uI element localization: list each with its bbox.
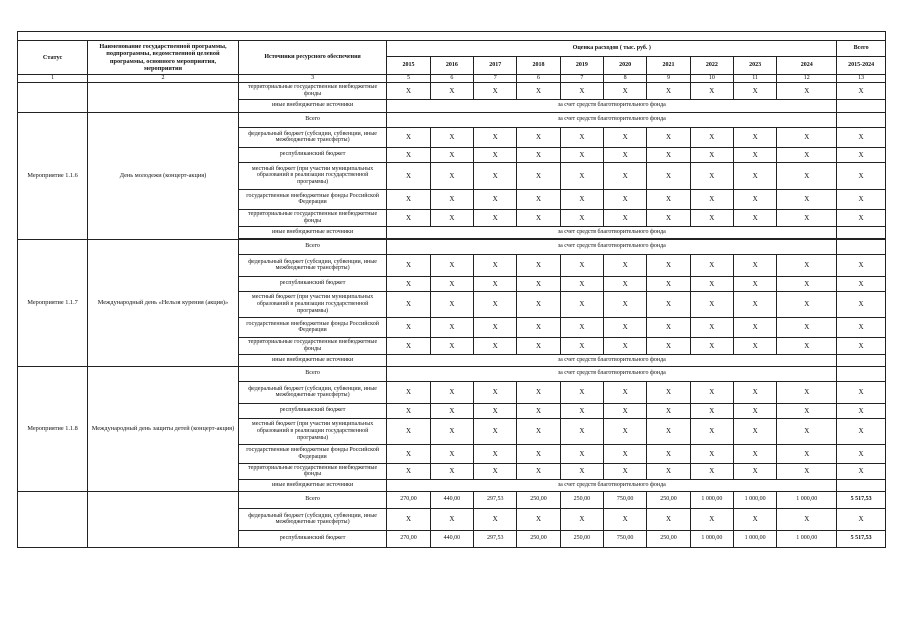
value-cell: X [430, 209, 473, 226]
table-row [18, 366, 886, 381]
value-cell: X [604, 444, 647, 463]
value-cell: X [517, 403, 560, 418]
year-2016: 2016 [430, 57, 473, 75]
value-cell: X [604, 403, 647, 418]
value-cell: X [690, 82, 733, 99]
value-cell: X [734, 291, 777, 317]
status-cell [18, 491, 88, 547]
value-cell: X [517, 276, 560, 291]
source-cell: государственные внебюджетные фонды Российской Федерации [238, 444, 387, 463]
value-cell: X [430, 444, 473, 463]
value-cell: X [777, 127, 837, 147]
value-cell: X [837, 127, 886, 147]
year-2018: 2018 [517, 57, 560, 75]
value-cell: X [647, 189, 690, 209]
value-cell: 250,00 [560, 530, 603, 547]
value-cell [837, 226, 886, 238]
header-estimate: Оценка расходов ( тыс. руб. ) [387, 41, 837, 57]
value-cell: X [837, 189, 886, 209]
value-cell: X [517, 127, 560, 147]
value-cell: X [604, 189, 647, 209]
value-cell: X [430, 381, 473, 403]
extra-funds-note: за счет средств благотворительного фонда [387, 239, 837, 254]
value-cell: X [777, 317, 837, 337]
value-cell: X [734, 147, 777, 162]
source-cell: республиканский бюджет [238, 147, 387, 162]
value-cell: X [474, 403, 517, 418]
value-cell: X [734, 444, 777, 463]
value-cell: X [777, 291, 837, 317]
source-cell: иные внебюджетные источники [238, 479, 387, 491]
value-cell: X [430, 337, 473, 354]
source-cell: территориальные государственные внебюджетные фонды [238, 463, 387, 479]
value-cell: X [837, 403, 886, 418]
value-cell: X [604, 508, 647, 530]
value-cell: X [387, 403, 430, 418]
total-value-cell: 5 517,53 [837, 491, 886, 508]
header-name: Наименование государственной программы, подпрограммы, ведомственной целевой программы, основного мероприятия, мероприятия [88, 41, 239, 75]
value-cell: X [777, 508, 837, 530]
source-cell: иные внебюджетные источники [238, 354, 387, 366]
value-cell: X [690, 418, 733, 444]
col-num: 6 [517, 75, 560, 83]
value-cell: X [734, 508, 777, 530]
col-num: 7 [474, 75, 517, 83]
value-cell: X [387, 147, 430, 162]
col-num: 12 [777, 75, 837, 83]
value-cell: X [837, 291, 886, 317]
value-cell: 250,00 [647, 491, 690, 508]
source-cell: федеральный бюджет (субсидии, субвенции, иные межбюджетные трансферты) [238, 508, 387, 530]
value-cell: X [387, 276, 430, 291]
value-cell: X [387, 337, 430, 354]
value-cell: X [517, 508, 560, 530]
value-cell: X [690, 444, 733, 463]
measure-name: Международный день защиты детей (концерт-акция) [88, 366, 239, 491]
value-cell: X [430, 508, 473, 530]
year-2023: 2023 [734, 57, 777, 75]
year-2020: 2020 [604, 57, 647, 75]
value-cell: X [604, 418, 647, 444]
value-cell [837, 366, 886, 381]
value-cell: X [647, 127, 690, 147]
value-cell: 1 000,00 [734, 491, 777, 508]
col-num: 1 [18, 75, 88, 83]
value-cell: X [647, 444, 690, 463]
value-cell: X [517, 291, 560, 317]
value-cell: X [777, 162, 837, 189]
value-cell: X [690, 276, 733, 291]
value-cell: X [474, 444, 517, 463]
value-cell: X [734, 276, 777, 291]
top-band-row [18, 32, 886, 41]
value-cell: X [777, 82, 837, 99]
extra-funds-note: за счет средств благотворительного фонда [387, 112, 837, 127]
value-cell: X [474, 418, 517, 444]
value-cell: X [387, 463, 430, 479]
value-cell: X [734, 162, 777, 189]
value-cell: X [734, 82, 777, 99]
value-cell: X [734, 254, 777, 276]
value-cell: X [474, 82, 517, 99]
value-cell: X [604, 82, 647, 99]
value-cell: X [777, 337, 837, 354]
extra-funds-note: за счет средств благотворительного фонда [387, 354, 837, 366]
value-cell: X [430, 463, 473, 479]
col-num: 9 [647, 75, 690, 83]
value-cell: X [474, 189, 517, 209]
header-source: Источники ресурсного обеспечения [238, 41, 387, 75]
extra-funds-note: за счет средств благотворительного фонда [387, 99, 837, 112]
value-cell: X [777, 403, 837, 418]
header-total: Всего [837, 41, 886, 57]
value-cell: X [734, 403, 777, 418]
value-cell: 297,53 [474, 491, 517, 508]
value-cell: X [387, 291, 430, 317]
value-cell: X [517, 82, 560, 99]
measure-name: День молодежи (концерт-акция) [88, 112, 239, 239]
source-cell: республиканский бюджет [238, 276, 387, 291]
value-cell: X [560, 127, 603, 147]
col-num: 10 [690, 75, 733, 83]
col-num: 5 [387, 75, 430, 83]
value-cell: X [387, 127, 430, 147]
value-cell: X [474, 337, 517, 354]
source-cell: федеральный бюджет (субсидии, субвенции, иные межбюджетные трансферты) [238, 381, 387, 403]
value-cell: 1 000,00 [777, 491, 837, 508]
value-cell: X [837, 463, 886, 479]
col-num: 3 [238, 75, 387, 83]
value-cell: X [474, 209, 517, 226]
value-cell: X [604, 147, 647, 162]
value-cell: X [474, 291, 517, 317]
value-cell: X [560, 381, 603, 403]
value-cell: X [387, 189, 430, 209]
value-cell: X [474, 463, 517, 479]
extra-funds-note: за счет средств благотворительного фонда [387, 226, 837, 238]
value-cell: X [430, 276, 473, 291]
value-cell: X [777, 147, 837, 162]
value-cell: 250,00 [560, 491, 603, 508]
extra-funds-note: за счет средств благотворительного фонда [387, 366, 837, 381]
value-cell: X [560, 209, 603, 226]
source-cell: федеральный бюджет (субсидии, субвенции, иные межбюджетные трансферты) [238, 127, 387, 147]
value-cell: X [430, 189, 473, 209]
value-cell: X [474, 317, 517, 337]
value-cell: X [837, 381, 886, 403]
value-cell: X [604, 254, 647, 276]
value-cell: X [517, 463, 560, 479]
source-cell: Всего [238, 112, 387, 127]
value-cell: X [777, 209, 837, 226]
value-cell: X [734, 463, 777, 479]
value-cell: X [387, 162, 430, 189]
value-cell: 270,00 [387, 491, 430, 508]
value-cell: X [777, 276, 837, 291]
value-cell: X [387, 444, 430, 463]
value-cell: X [387, 209, 430, 226]
value-cell: X [647, 337, 690, 354]
value-cell: X [474, 127, 517, 147]
value-cell: 270,00 [387, 530, 430, 547]
value-cell: X [517, 337, 560, 354]
value-cell: X [517, 147, 560, 162]
source-cell: местный бюджет (при участии муниципальных образований в реализации государственной программы) [238, 162, 387, 189]
value-cell: X [690, 162, 733, 189]
value-cell: X [647, 463, 690, 479]
value-cell: X [387, 254, 430, 276]
value-cell: X [690, 147, 733, 162]
value-cell: 750,00 [604, 491, 647, 508]
value-cell [837, 239, 886, 254]
value-cell: X [690, 403, 733, 418]
source-cell: Всего [238, 366, 387, 381]
value-cell: X [777, 444, 837, 463]
value-cell: X [690, 337, 733, 354]
value-cell: X [777, 418, 837, 444]
value-cell: X [604, 337, 647, 354]
value-cell: X [604, 463, 647, 479]
value-cell: 250,00 [517, 530, 560, 547]
value-cell: X [647, 508, 690, 530]
value-cell: X [560, 254, 603, 276]
value-cell: X [837, 209, 886, 226]
value-cell: X [430, 162, 473, 189]
value-cell: X [604, 209, 647, 226]
year-2021: 2021 [647, 57, 690, 75]
value-cell: X [474, 162, 517, 189]
extra-funds-note: за счет средств благотворительного фонда [387, 479, 837, 491]
col-num: 8 [604, 75, 647, 83]
value-cell [837, 99, 886, 112]
value-cell [837, 112, 886, 127]
source-cell: иные внебюджетные источники [238, 226, 387, 238]
value-cell: X [560, 463, 603, 479]
value-cell: X [837, 508, 886, 530]
source-cell: государственные внебюджетные фонды Российской Федерации [238, 189, 387, 209]
value-cell: 250,00 [517, 491, 560, 508]
value-cell: X [560, 147, 603, 162]
value-cell: X [690, 463, 733, 479]
value-cell: X [560, 276, 603, 291]
col-num: 11 [734, 75, 777, 83]
value-cell: 1 000,00 [690, 491, 733, 508]
value-cell: X [430, 403, 473, 418]
value-cell: X [517, 189, 560, 209]
value-cell: X [837, 276, 886, 291]
value-cell: X [734, 189, 777, 209]
value-cell: X [517, 418, 560, 444]
value-cell: X [647, 317, 690, 337]
value-cell: X [560, 444, 603, 463]
value-cell: X [777, 189, 837, 209]
value-cell: X [517, 254, 560, 276]
measure-status: Мероприятие 1.1.6 [18, 112, 88, 239]
value-cell: X [430, 82, 473, 99]
total-period: 2015-2024 [837, 57, 886, 75]
value-cell: X [777, 463, 837, 479]
value-cell: X [734, 381, 777, 403]
value-cell: X [560, 418, 603, 444]
source-cell: республиканский бюджет [238, 403, 387, 418]
value-cell: X [690, 254, 733, 276]
measure-status: Мероприятие 1.1.7 [18, 239, 88, 366]
value-cell: X [474, 147, 517, 162]
year-2024: 2024 [777, 57, 837, 75]
value-cell: X [734, 317, 777, 337]
value-cell: X [474, 254, 517, 276]
value-cell: X [430, 127, 473, 147]
value-cell: X [604, 162, 647, 189]
value-cell: X [734, 127, 777, 147]
value-cell: 750,00 [604, 530, 647, 547]
value-cell: X [690, 291, 733, 317]
name-cell [88, 82, 239, 112]
year-2015: 2015 [387, 57, 430, 75]
value-cell [837, 354, 886, 366]
value-cell: 250,00 [647, 530, 690, 547]
value-cell: X [560, 337, 603, 354]
value-cell: X [560, 508, 603, 530]
value-cell: X [517, 162, 560, 189]
value-cell: X [837, 162, 886, 189]
table-row [18, 82, 886, 99]
status-cell [18, 82, 88, 112]
column-numbers-row [18, 75, 886, 83]
value-cell: X [430, 254, 473, 276]
expense-table [17, 31, 886, 548]
header-status: Статус [18, 41, 88, 75]
year-2017: 2017 [474, 57, 517, 75]
value-cell: X [647, 209, 690, 226]
col-num: 6 [430, 75, 473, 83]
value-cell: X [604, 317, 647, 337]
measure-name: Международный день «Нельзя курения (акция)» [88, 239, 239, 366]
value-cell: X [647, 418, 690, 444]
total-value-cell: 5 517,53 [837, 530, 886, 547]
value-cell: X [517, 209, 560, 226]
value-cell: X [517, 444, 560, 463]
value-cell: X [430, 418, 473, 444]
value-cell: X [647, 276, 690, 291]
value-cell: X [387, 418, 430, 444]
value-cell: X [604, 381, 647, 403]
value-cell: X [560, 291, 603, 317]
value-cell: X [387, 508, 430, 530]
source-cell: территориальные государственные внебюджетные фонды [238, 82, 387, 99]
value-cell: X [647, 162, 690, 189]
value-cell: X [734, 418, 777, 444]
source-cell: местный бюджет (при участии муниципальных образований в реализации государственной программы) [238, 418, 387, 444]
value-cell: X [474, 508, 517, 530]
name-cell [88, 491, 239, 547]
value-cell: X [690, 317, 733, 337]
col-num: 7 [560, 75, 603, 83]
source-cell: Всего [238, 491, 387, 508]
value-cell: 440,00 [430, 530, 473, 547]
source-cell: территориальные государственные внебюджетные фонды [238, 209, 387, 226]
value-cell: X [647, 291, 690, 317]
value-cell: 1 000,00 [777, 530, 837, 547]
value-cell: X [777, 381, 837, 403]
value-cell: X [690, 381, 733, 403]
value-cell: X [517, 317, 560, 337]
value-cell: X [560, 82, 603, 99]
value-cell: X [560, 317, 603, 337]
source-cell: государственные внебюджетные фонды Российской Федерации [238, 317, 387, 337]
col-num: 13 [837, 75, 886, 83]
value-cell: X [837, 418, 886, 444]
source-cell: территориальные государственные внебюджетные фонды [238, 337, 387, 354]
table-row [18, 491, 886, 508]
value-cell: X [837, 147, 886, 162]
value-cell: X [690, 508, 733, 530]
year-2022: 2022 [690, 57, 733, 75]
value-cell: X [560, 162, 603, 189]
value-cell: 440,00 [430, 491, 473, 508]
source-cell: республиканский бюджет [238, 530, 387, 547]
value-cell: 297,53 [474, 530, 517, 547]
value-cell: X [690, 127, 733, 147]
table-row [18, 239, 886, 254]
value-cell: X [387, 82, 430, 99]
value-cell: X [647, 254, 690, 276]
value-cell: X [430, 147, 473, 162]
value-cell: X [604, 276, 647, 291]
value-cell: X [837, 317, 886, 337]
table-row [18, 112, 886, 127]
source-cell: местный бюджет (при участии муниципальных образований в реализации государственной программы) [238, 291, 387, 317]
value-cell: X [387, 381, 430, 403]
source-cell: федеральный бюджет (субсидии, субвенции, иные межбюджетные трансферты) [238, 254, 387, 276]
value-cell: X [647, 403, 690, 418]
value-cell: X [604, 127, 647, 147]
value-cell: X [837, 82, 886, 99]
measure-status: Мероприятие 1.1.8 [18, 366, 88, 491]
source-cell: иные внебюджетные источники [238, 99, 387, 112]
value-cell: X [560, 403, 603, 418]
value-cell: X [777, 254, 837, 276]
header-row [18, 41, 886, 57]
value-cell: X [690, 189, 733, 209]
value-cell: X [430, 317, 473, 337]
value-cell: X [734, 209, 777, 226]
value-cell: X [430, 291, 473, 317]
value-cell: X [474, 276, 517, 291]
value-cell: X [690, 209, 733, 226]
value-cell: 1 000,00 [690, 530, 733, 547]
value-cell: X [647, 147, 690, 162]
year-2019: 2019 [560, 57, 603, 75]
value-cell: X [474, 381, 517, 403]
value-cell: X [837, 337, 886, 354]
value-cell: X [837, 444, 886, 463]
value-cell: X [647, 381, 690, 403]
value-cell: 1 000,00 [734, 530, 777, 547]
value-cell: X [604, 291, 647, 317]
value-cell: X [837, 254, 886, 276]
source-cell: Всего [238, 239, 387, 254]
value-cell: X [734, 337, 777, 354]
col-num: 2 [88, 75, 239, 83]
value-cell: X [387, 317, 430, 337]
value-cell [837, 479, 886, 491]
value-cell: X [647, 82, 690, 99]
value-cell: X [517, 381, 560, 403]
value-cell: X [560, 189, 603, 209]
